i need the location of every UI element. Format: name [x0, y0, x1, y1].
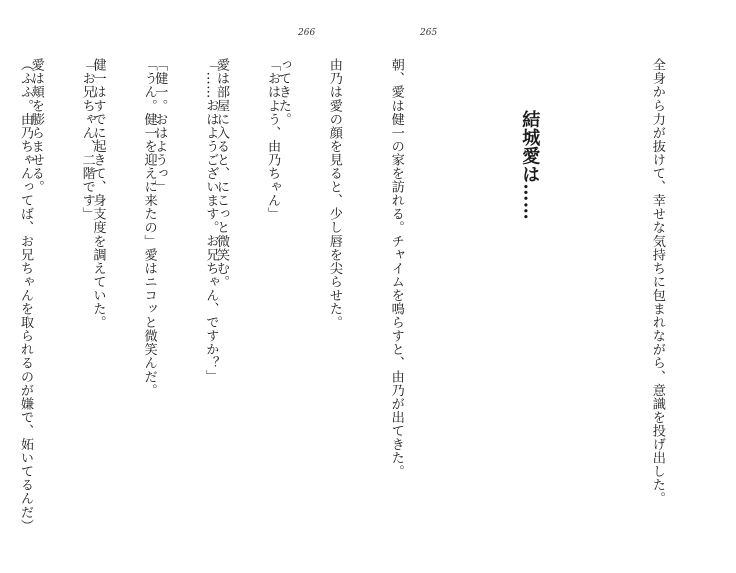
text-line: 「健一。おはようっ」	[152, 58, 168, 194]
text-line: 「お兄ちゃん、二階です」	[79, 58, 95, 221]
text-line: 愛は頬を膨らませる。	[28, 58, 44, 194]
text-line: 「うん。健一を迎えに来たの」愛はニコッと微笑んだ。	[141, 58, 157, 397]
left-page-text	[28, 58, 334, 498]
text-line: 「……おはようございます。お兄ちゃん、ですか？」	[203, 58, 219, 384]
text-line: （ふふ。由乃ちゃんってば、お兄ちゃんを取られるのが嫌で、妬いてるんだ）	[18, 58, 33, 533]
page-number-left: 266	[298, 28, 316, 38]
blank-line	[584, 58, 605, 498]
text-line: ってきた。	[275, 58, 291, 126]
text-line: 朝、愛は健一の家を訪れる。チャイムを鳴らすと、由乃が出てきた。	[388, 58, 404, 479]
text-line: 「おはよう、由乃ちゃん」	[265, 58, 281, 221]
text-line: 由乃は愛の顔を見ると、少し唇を尖らせた。	[326, 58, 342, 329]
text-line: 全身から力が抜けて、幸せな気持ちに包まれながら、意識を投げ出した。	[649, 58, 665, 506]
blank-line	[447, 58, 468, 498]
text-line: 健一はすでに起きて、身支度を調えていた。	[90, 58, 106, 329]
section-heading: 結城愛は……	[519, 110, 541, 221]
text-line: 愛は部屋に入ると、にこっと微笑む。	[214, 58, 230, 289]
page-number-right: 265	[420, 28, 438, 38]
